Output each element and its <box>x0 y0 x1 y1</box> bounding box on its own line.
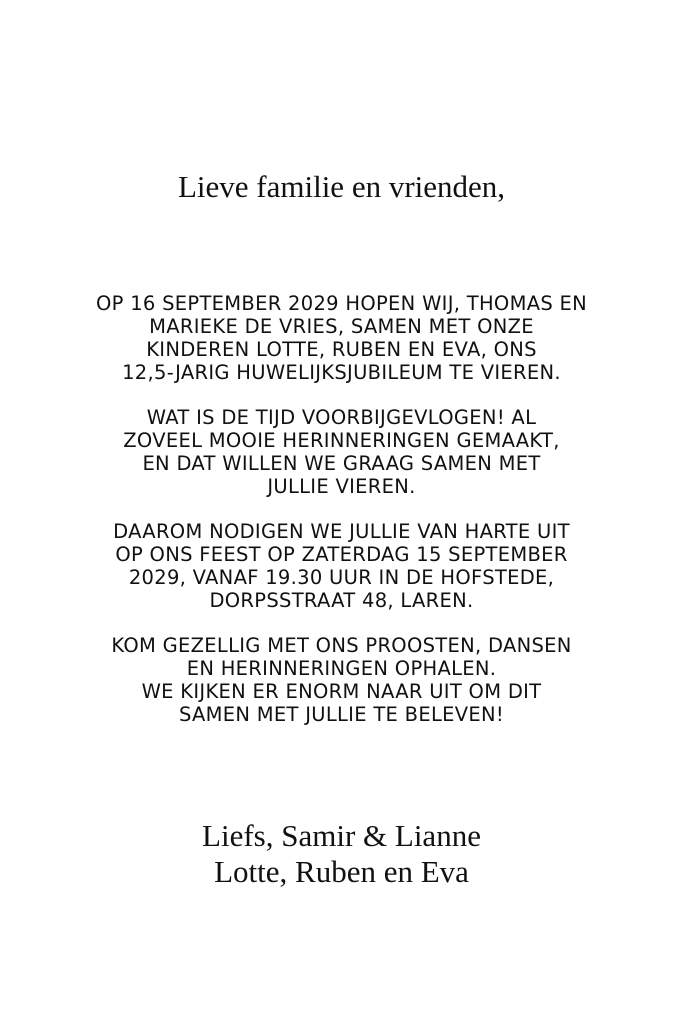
body-line: MARIEKE DE VRIES, SAMEN MET ONZE <box>149 315 534 338</box>
body-line: EN DAT WILLEN WE GRAAG SAMEN MET <box>142 452 541 475</box>
body-line: 2029, VANAF 19.30 UUR IN DE HOFSTEDE, <box>128 566 555 589</box>
signature-line: Lotte, Ruben en Eva <box>214 854 469 889</box>
body-line: DORPSSTRAAT 48, LAREN. <box>209 589 474 612</box>
greeting-heading: Lieve familie en vrienden, <box>177 169 506 204</box>
paragraph-event-details <box>60 520 623 612</box>
body-line: 12,5-JARIG HUWELIJKSJUBILEUM TE VIEREN. <box>122 361 561 384</box>
paragraph-closing <box>60 634 623 726</box>
body-line: OP ONS FEEST OP ZATERDAG 15 SEPTEMBER <box>115 543 568 566</box>
body-line: WE KIJKEN ER ENORM NAAR UIT OM DIT <box>141 680 542 703</box>
signature-block <box>0 818 683 890</box>
invitation-body <box>60 292 623 748</box>
body-line: OP 16 SEPTEMBER 2029 HOPEN WIJ, THOMAS EN <box>95 292 588 315</box>
body-line: SAMEN MET JULLIE TE BELEVEN! <box>178 703 505 726</box>
body-line: DAAROM NODIGEN WE JULLIE VAN HARTE UIT <box>113 520 570 543</box>
body-line: KOM GEZELLIG MET ONS PROOSTEN, DANSEN <box>111 634 572 657</box>
body-line: JULLIE VIEREN. <box>267 475 416 498</box>
paragraph-intro <box>60 292 623 384</box>
paragraph-memories <box>60 406 623 498</box>
body-line: ZOVEEL MOOIE HERINNERINGEN GEMAAKT, <box>123 429 560 452</box>
body-line: WAT IS DE TIJD VOORBIJGEVLOGEN! AL <box>146 406 537 429</box>
body-line: EN HERINNERINGEN OPHALEN. <box>186 657 497 680</box>
signature-line: Liefs, Samir & Lianne <box>202 818 481 853</box>
body-line: KINDEREN LOTTE, RUBEN EN EVA, ONS <box>146 338 537 361</box>
